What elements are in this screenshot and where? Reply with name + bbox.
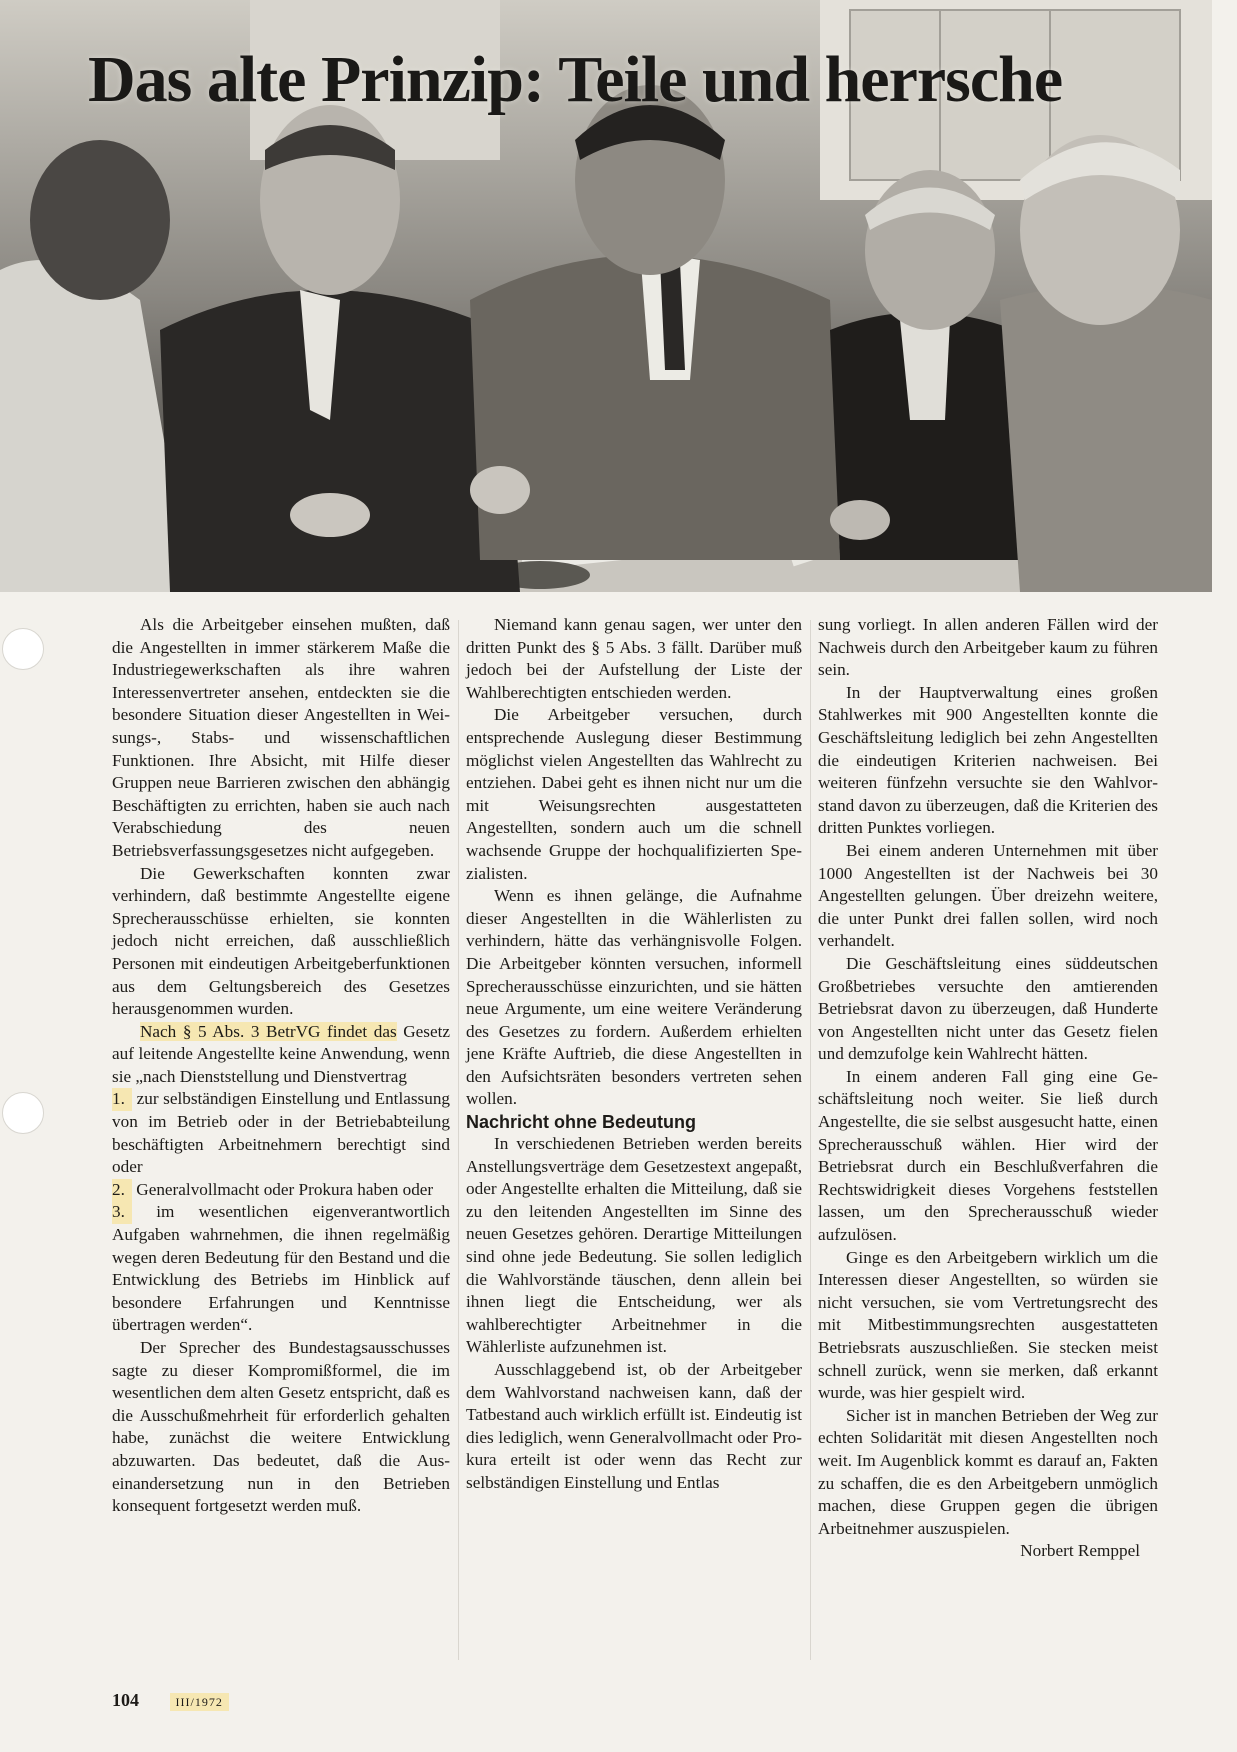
paragraph: In einem anderen Fall ging eine Geschäftsleitung noch weiter. Sie ließ durch Angestellte, die sie selbst ausgesucht hatte, einen Sprecherausschuß wählen. Hier wird der Betriebsrat durch ein Beschlußverfahren die Rechtswidrigkeit dieses Vorgehens feststellen lassen, um den Sprecherausschuß wieder aufzulösen. bbox=[818, 1066, 1158, 1245]
paragraph: Ausschlaggebend ist, ob der Arbeitgeber dem Wahlvorstand nachweisen kann, daß der Tatbestand auch wirklich erfüllt ist. Eindeutig ist dies lediglich, wenn Generalvollmacht oder Prokura erteilt ist oder wenn das Recht zur selbständigen Einstellung und Entlas bbox=[466, 1360, 802, 1492]
item-text: zur selbständigen Einstellung und Entlassung von im Betrieb oder in der Betriebabteilung beschäftigten Arbeitnehmern berechtigt sind oder bbox=[112, 1089, 451, 1177]
column-3 bbox=[818, 614, 1158, 1563]
paragraph: Die Arbeitgeber versuchen, durch entsprechende Auslegung dieser Bestimmung möglichst vielen Angestellten das Wahlrecht zu entziehen. Dabei geht es ihnen nicht nur um die mit Weisungsrechten ausgestatteten Angestellten, sondern auch um die schnell wachsende Gruppe der hochqualifizierten Spezialisten. bbox=[466, 705, 802, 883]
item-text: Generalvollmacht oder Prokura haben oder bbox=[136, 1179, 434, 1199]
item-number: 1. bbox=[112, 1088, 132, 1111]
column-2 bbox=[466, 614, 802, 1495]
law-text: Gesetz auf leitende Angestellte keine Anwendung, wenn sie „nach Dienststellung und Dienstvertrag bbox=[112, 1021, 450, 1086]
item-number: 3. bbox=[112, 1201, 132, 1224]
subheading: Nachricht ohne Bedeutung bbox=[466, 1112, 697, 1133]
article-title: Das alte Prinzip: Teile und herrsche bbox=[88, 43, 1063, 116]
item-number: 2. bbox=[112, 1179, 132, 1202]
author-signature: Norbert Remppel bbox=[1020, 1541, 1140, 1561]
paragraph: In der Hauptverwaltung eines großen Stahlwerkes mit 900 Angestellten konnte die Geschäftsleitung lediglich bei zehn Angestellten die eindeutigen Kriterien nachweisen. Bei weiteren fünfzehn versuchte sie den Wahlvorstand davon zu überzeugen, daß die Kriterien des dritten Punktes vorliegen. bbox=[818, 682, 1158, 838]
paragraph: Die Geschäftsleitung eines süddeutschen Großbetriebes versuchte den amtierenden Betriebsrat davon zu überzeugen, daß Hunderte von Angestellten nicht unter das Gesetz fielen und demzufolge kein Wahlrecht hätten. bbox=[818, 953, 1158, 1064]
item-text: im wesentlichen eigenverantwortlich Aufgaben wahrnehmen, die ihnen regelmäßig wegen deren Bedeutung für den Bestand und die Entwicklung des Betriebs im Hinblick auf besondere Erfahrungen und Kenntnisse übertragen werden“. bbox=[112, 1202, 451, 1335]
punch-hole bbox=[2, 628, 44, 670]
column-rule bbox=[458, 620, 459, 1660]
paragraph-continued: sung vorliegt. In allen anderen Fällen wird der Nachweis durch den Arbeitgeber kaum zu führen sein. bbox=[818, 615, 1158, 680]
law-reference: Nach § 5 Abs. 3 BetrVG findet das bbox=[140, 1021, 397, 1041]
issue-label: III/1972 bbox=[170, 1693, 229, 1711]
law-item bbox=[112, 1179, 450, 1202]
paragraph: Ginge es den Arbeitgebern wirklich um die Interessen dieser Angestellten, so würden sie nicht versuchen, sie vom Vertretungsrecht des mit Mitbestimmungsrechten ausgestatteten Betriebsrats auszuschließen. Sie stecken meist schnell zurück, wenn sie merken, daß erkannt wurde, was hier gespielt wird. bbox=[818, 1247, 1158, 1403]
paragraph: Niemand kann genau sagen, wer unter den dritten Punkt des § 5 Abs. 3 fällt. Darüber muß jedoch bei der Aufstellung der Liste der Wahlberechtigten entschieden werden. bbox=[466, 615, 802, 702]
paragraph: Die Gewerkschaften konnten zwar verhindern, daß bestimmte Angestellte eigene Sprecherausschüsse erhielten, sie konnten jedoch nicht erreichen, daß ausschließlich Personen mit eindeutigen Arbeitgeberfunktionen aus dem Geltungsbereich des Gesetzes herausgenommen wurden. bbox=[112, 863, 450, 1019]
paragraph: Bei einem anderen Unternehmen mit über 1000 Angestellten ist der Nachweis bei 30 Angestellten gelungen. Über dreizehn weitere, die unter Punkt drei fallen sollen, wird noch verhandelt. bbox=[818, 840, 1158, 951]
paragraph: Wenn es ihnen gelänge, die Aufnahme dieser Angestellten in die Wählerlisten zu verhindern, hätte das verhängnisvolle Folgen. Die Arbeitgeber könnten versuchen, informell Sprecherausschüsse einzurichten, und sie hätten neue Argumente, um eine weitere Veränderung des Gesetzes zu fordern. Außerdem erhielten jene Kräfte Auftrieb, die diese Angestellten in den Aufsichtsräten besonders vertreten sehen wollen. bbox=[466, 886, 802, 1109]
law-item bbox=[112, 1201, 450, 1337]
article-photo bbox=[0, 0, 1212, 592]
column-rule bbox=[810, 620, 811, 1660]
page-footer bbox=[112, 1690, 229, 1711]
paragraph: In verschiedenen Betrieben werden bereits Anstellungsverträge dem Gesetzestext angepaßt, oder Angestellte erhalten die Mitteilung, daß sie zu den leitenden Angestellten im Sinne des neuen Gesetzes gehören. Derartige Mitteilungen sind ohne jede Bedeutung. Sie sollen lediglich die Wahlvorstände täuschen, denn allein bei ihnen liegt die Entscheidung, wer als wahlberechtigter Arbeitnehmer in die Wählerliste aufzunehmen ist. bbox=[466, 1134, 802, 1357]
law-paragraph bbox=[112, 1021, 450, 1089]
paragraph: Der Sprecher des Bundestagsausschusses sagte zu dieser Kompromißformel, die im wesentlichen dem alten Gesetz entspricht, daß es die Ausschußmehrheit für erforderlich gehalten habe, zunächst die weitere Entwicklung abzuwarten. Das bedeutet, daß die Auseinandersetzung nun in den Betrieben konsequent fortgesetzt werden muß. bbox=[112, 1338, 450, 1516]
paragraph: Als die Arbeitgeber einsehen mußten, daß die Angestellten in immer stärkerem Maße die Industriegewerkschaften als ihre wahren Interessenvertreter ansehen, entdeckten sie die besondere Situation dieser Angestellten in Weisungs-, Stabs- und wissenschaftlichen Funktionen. Ihre Absicht, mit Hilfe dieser Gruppen neue Barrieren zwischen den abhängig Beschäftigten zu errichten, haben sie auch nach Verabschiedung des neuen Betriebsverfassungsgesetzes nicht aufgegeben. bbox=[112, 615, 450, 860]
law-item bbox=[112, 1088, 450, 1178]
column-1 bbox=[112, 614, 450, 1518]
page-number: 104 bbox=[112, 1690, 139, 1710]
paragraph: Sicher ist in manchen Betrieben der Weg zur echten Solidarität mit diesen Angestellten noch weit. Im Augenblick kommt es darauf an, Fakten zu schaffen, die es den Arbeitgebern unmöglich machen, diese Gruppen gegen die übrigen Arbeitnehmer auszuspielen. bbox=[818, 1405, 1158, 1538]
punch-hole bbox=[2, 1092, 44, 1134]
